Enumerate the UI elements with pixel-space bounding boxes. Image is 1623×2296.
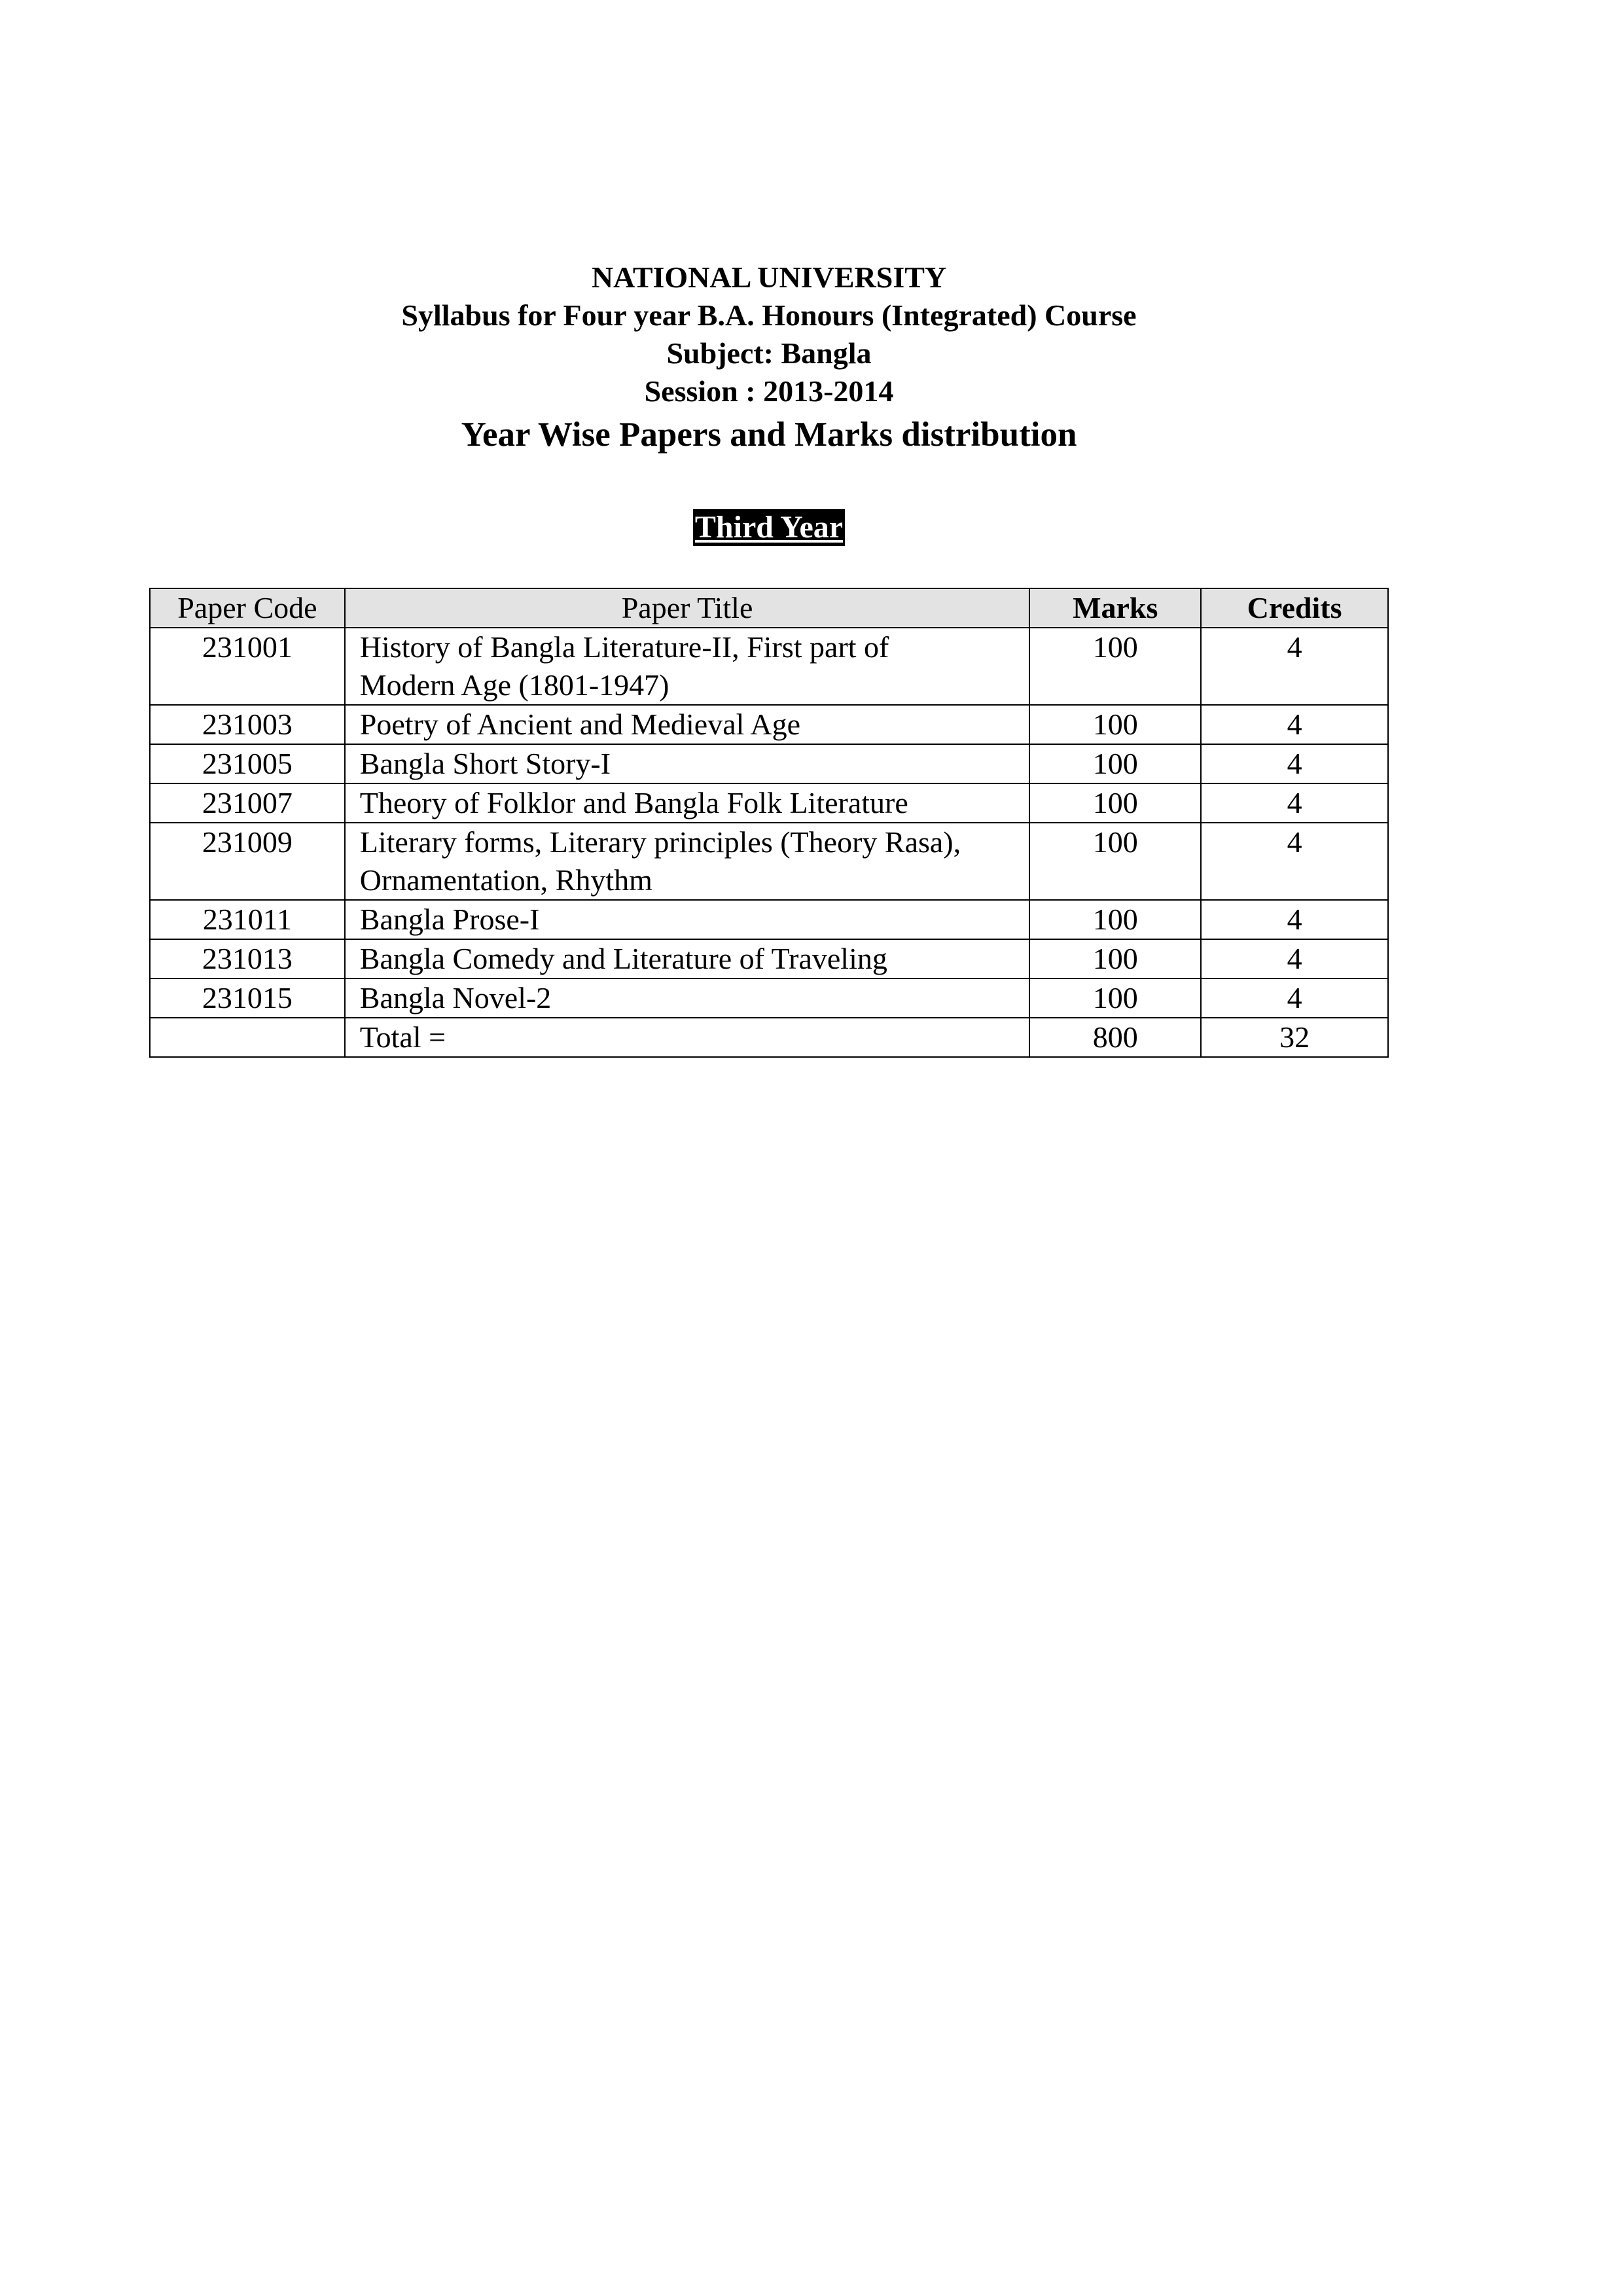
table-header-row: [150, 588, 1388, 628]
paper-credits: 4: [1201, 978, 1388, 1018]
paper-title-line: Ornamentation, Rhythm: [359, 863, 652, 897]
total-code-empty: [150, 1018, 345, 1057]
header-paper-code: Paper Code: [150, 588, 345, 628]
table-row: [150, 823, 1388, 900]
document-header: [0, 259, 1538, 457]
paper-credits: 4: [1201, 783, 1388, 823]
table-row: [150, 744, 1388, 783]
distribution-heading: Year Wise Papers and Marks distribution: [461, 416, 1077, 454]
table-row: [150, 628, 1388, 705]
paper-credits: 4: [1201, 628, 1388, 705]
paper-code: 231001: [150, 628, 345, 705]
total-label: Total =: [345, 1018, 1030, 1057]
paper-title: Poetry of Ancient and Medieval Age: [345, 705, 1030, 744]
paper-title: [345, 628, 1030, 705]
table-row: [150, 705, 1388, 744]
paper-marks: 100: [1029, 744, 1201, 783]
paper-marks: 100: [1029, 939, 1201, 978]
paper-title: Bangla Novel-2: [345, 978, 1030, 1018]
paper-marks: 100: [1029, 628, 1201, 705]
paper-credits: 4: [1201, 744, 1388, 783]
header-marks: Marks: [1029, 588, 1201, 628]
paper-code: 231007: [150, 783, 345, 823]
syllabus-title: Syllabus for Four year B.A. Honours (Integrated) Course: [401, 298, 1137, 332]
paper-code: 231009: [150, 823, 345, 900]
table-row: [150, 900, 1388, 939]
paper-code: 231015: [150, 978, 345, 1018]
paper-credits: 4: [1201, 823, 1388, 900]
paper-title-line: History of Bangla Literature-II, First part of: [359, 630, 889, 664]
table-row: [150, 939, 1388, 978]
paper-code: 231011: [150, 900, 345, 939]
paper-marks: 100: [1029, 900, 1201, 939]
university-name: NATIONAL UNIVERSITY: [591, 260, 947, 294]
header-paper-title: Paper Title: [345, 588, 1030, 628]
paper-code: 231003: [150, 705, 345, 744]
paper-code: 231013: [150, 939, 345, 978]
paper-marks: 100: [1029, 705, 1201, 744]
paper-code: 231005: [150, 744, 345, 783]
papers-table: [149, 588, 1389, 1058]
header-credits: Credits: [1201, 588, 1388, 628]
paper-title-line: Modern Age (1801-1947): [359, 668, 669, 702]
year-section: [0, 509, 1538, 546]
total-row: [150, 1018, 1388, 1057]
paper-title: Bangla Short Story-I: [345, 744, 1030, 783]
paper-credits: 4: [1201, 705, 1388, 744]
paper-credits: 4: [1201, 900, 1388, 939]
table-row: [150, 978, 1388, 1018]
subject-line: Subject: Bangla: [666, 336, 872, 370]
session-line: Session : 2013-2014: [644, 374, 894, 408]
paper-marks: 100: [1029, 823, 1201, 900]
paper-title-line: Literary forms, Literary principles (Theory Rasa),: [359, 825, 961, 859]
paper-marks: 100: [1029, 783, 1201, 823]
paper-title: Bangla Prose-I: [345, 900, 1030, 939]
table-row: [150, 783, 1388, 823]
paper-title: Bangla Comedy and Literature of Traveling: [345, 939, 1030, 978]
paper-title: [345, 823, 1030, 900]
paper-marks: 100: [1029, 978, 1201, 1018]
total-credits: 32: [1201, 1018, 1388, 1057]
year-label: Third Year: [693, 509, 845, 546]
paper-credits: 4: [1201, 939, 1388, 978]
paper-title: Theory of Folklor and Bangla Folk Literature: [345, 783, 1030, 823]
total-marks: 800: [1029, 1018, 1201, 1057]
